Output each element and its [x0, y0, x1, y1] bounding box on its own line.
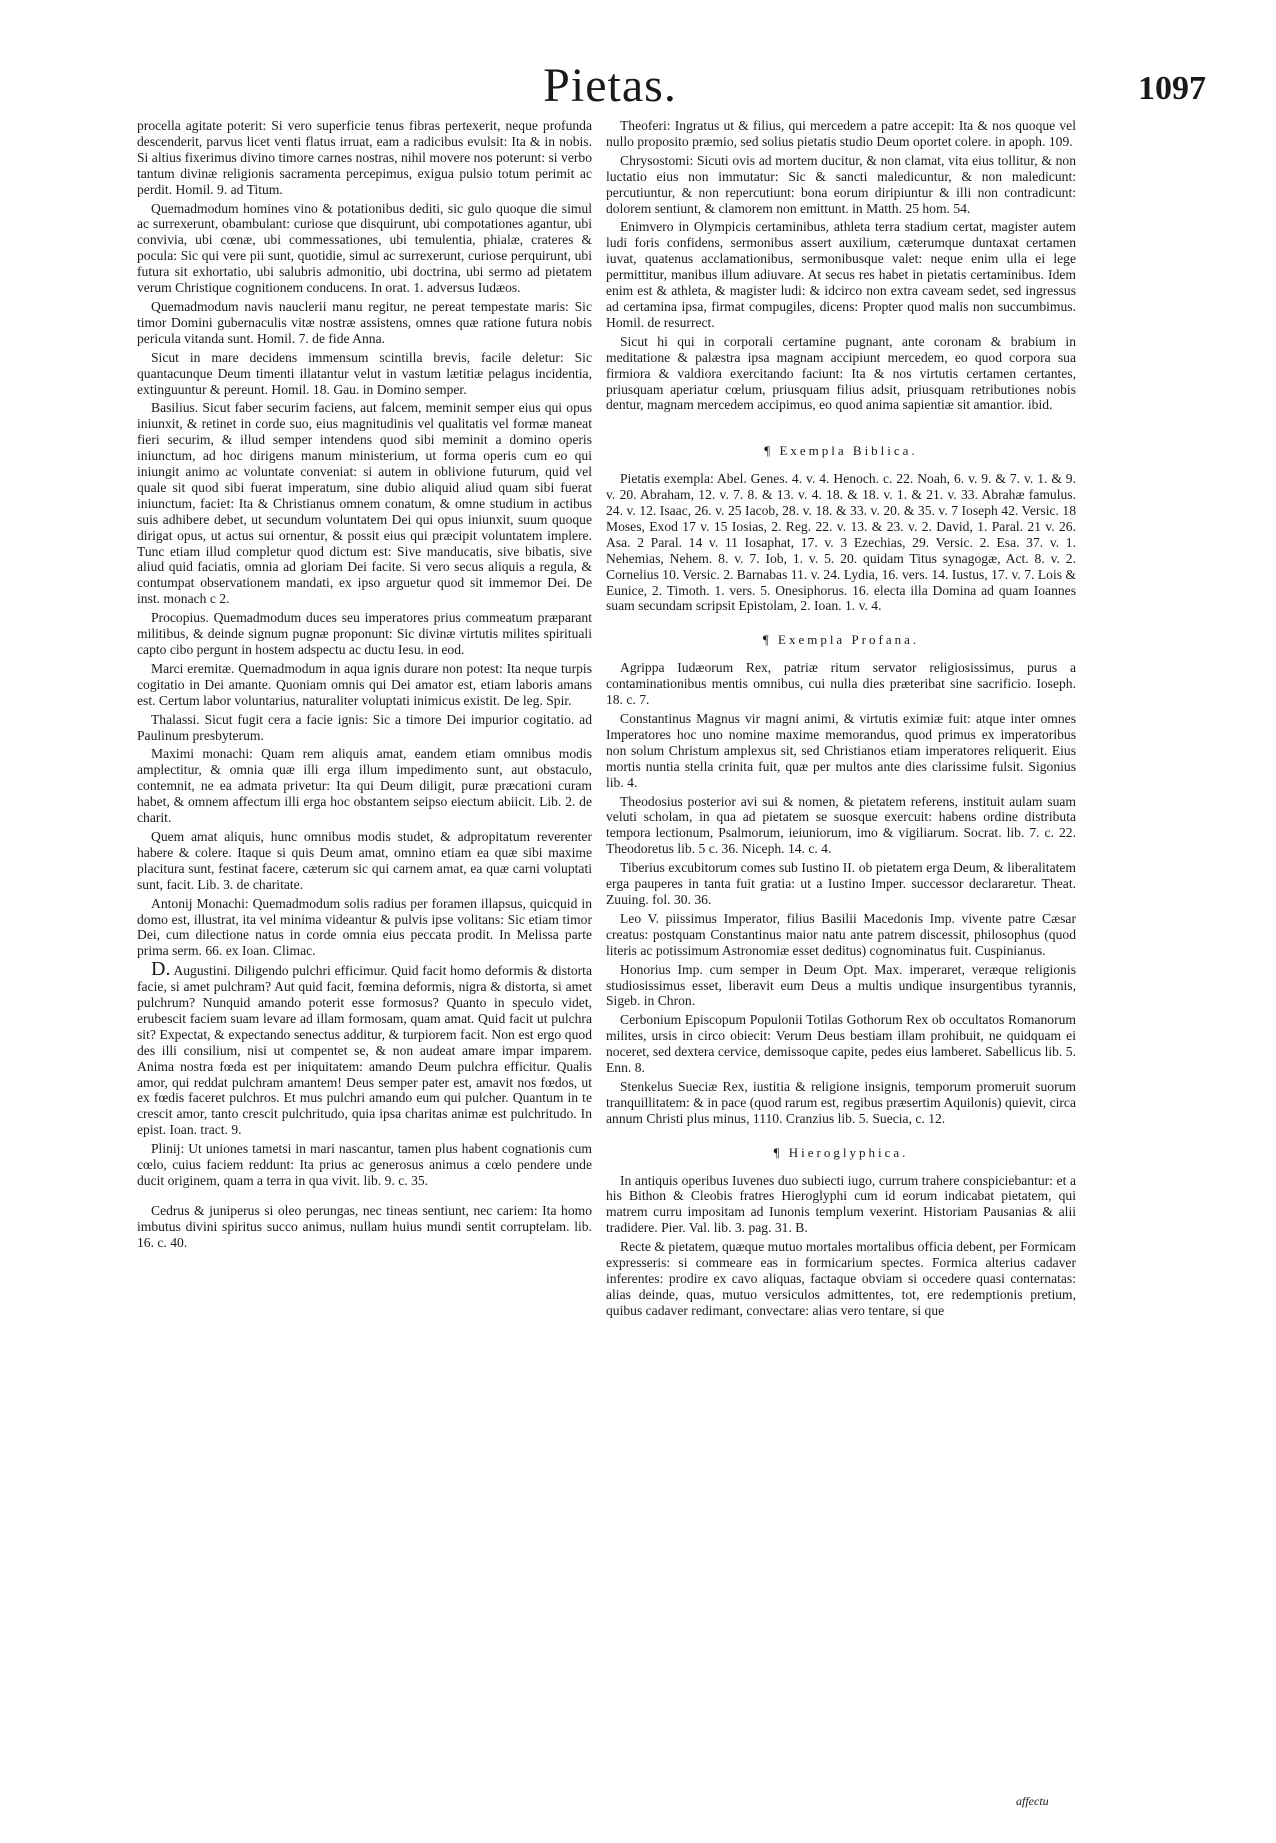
left-paragraph: Plinij: Ut uniones tametsi in mari nascantur, tamen plus habent cognationis cum cœlo, cuius faciem reddunt: Ita prius ac generosus animus a cœlo pendere unde ducit originem, quam a terra in qua vivit. lib. 9. c. 35. [137, 1141, 592, 1188]
profana-entry: Theodosius posterior avi sui & nomen, & pietatem referens, instituit aulam suam veluti scholam, in qua ad pietatem se suosque exercuit: habens ordine distributa tempora lectionum, Psalmorum, ieiuniorum, imo & vigiliarum. Socrat. lib. 7. c. 22. Theodoretus lib. 5 c. 36. Niceph. 14. c. 4. [606, 793, 1076, 857]
left-paragraph: Antonij Monachi: Quemadmodum solis radius per foramen illapsus, quicquid in domo est, illustrat, ita vel minima videantur & pulvis ipse volitans: Sic etiam timor Dei, cum dilectione natus in corde omnia eius peccata prodit. In Melissa parte prima serm. 66. ex Ioan. Climac. [137, 895, 592, 959]
profana-entry: Cerbonium Episcopum Populonii Totilas Gothorum Rex ob occultatos Romanorum milites, ursis in circo obiecit: Verum Deus bestiam illam prohibuit, ne quidquam ei noceret, sed dextera cervice, demissoque capite, pedes eius lamberet. Sabellicus lib. 5. Enn. 8. [606, 1012, 1076, 1076]
left-paragraph: Maximi monachi: Quam rem aliquis amat, eandem etiam omnibus modis amplectitur, & omnia quæ illi erga illum impedimento sunt, aut obstaculo, contemnit, ne ea admata privetur: Ita qui Deum diligit, puræ præcationi curam habet, & omnem affectum illi erga hoc obstantem seipso eiectum abiicit. Lib. 2. de charit. [137, 746, 592, 826]
section-heading-biblica: ¶ Exempla Biblica. [764, 443, 918, 459]
profana-entry: Leo V. piissimus Imperator, filius Basilii Macedonis Imp. vivente patre Cæsar creatus: postquam Constantinus maior natu ante patrem discessit, philosophus (quod literis ac potissimum Astronomiæ esset deditus) cognominatus fuit. Cuspinianus. [606, 910, 1076, 958]
left-paragraph: Cedrus & juniperus si oleo perungas, nec tineas sentiunt, nec cariem: Ita homo imbutus divini spiritus succo animus, nullam huius mundi sentit corruptelam. lib. 16. c. 40. [137, 1202, 592, 1250]
section-heading-profana: ¶ Exempla Profana. [762, 632, 920, 648]
left-paragraph: Marci eremitæ. Quemadmodum in aqua ignis durare non potest: Ita neque turpis cogitatio in Dei amante. Quoniam omnis qui Dei amator est, etiam laboris amans est. Certum labor voluntarius, naturaliter voluptati inimicus existit. De leg. Spir. [137, 660, 592, 708]
right-column [606, 118, 1076, 1322]
right-paragraph: Theoferi: Ingratus ut & filius, qui mercedem a patre accepit: Ita & nos quoque vel nullo proposito præmio, sed solius pietatis studio Deum oportet colere. in apoph. 109. [606, 118, 1076, 149]
left-paragraph: D. Augustini. Diligendo pulchri efficimur. Quid facit homo deformis & distorta facie, si amet pulchram? Aut quid facit, fœmina deformis, nigra & distorta, si amet pulchrum? Nunquid amando poterit esse formosus? Quanto in speculo videt, erubescit faciem suam levare ad illam formosam, quam amat. Quid facit ut pulchra sit? Expectat, & expectando senectus additur, & turpiorem facit. Non est ergo quod des illi consilium, nisi ut compentet se, & non audeat amare impar imparem. Anima nostra fœda est per iniquitatem: amando Deum pulchra efficitur. Qualis amor, qui reddat pulchram amantem! Deus semper pater est, amavit nos fœdos, ut ex fœdis faceret pulchros. Et mus pulchri amando eum qui pulcher. Quantum in te crescit amor, tanto crescit pulchritudo, quia ipsa charitas animæ est pulchritudo. In epist. Ioan. tract. 9. [137, 958, 592, 1138]
profana-entry: Stenkelus Sueciæ Rex, iustitia & religione insignis, temporum promeruit suorum tranquillitatem: & in pace (quod rarum est, regibus præsertim Aquilonis) quievit, circa annum Christi plus minus, 1110. Cranzius lib. 5. Suecia, c. 12. [606, 1078, 1076, 1126]
left-paragraph: Procopius. Quemadmodum duces seu imperatores prius commeatum præparant militibus, & deinde signum pugnæ proponunt: Sic divinæ virtutis milites spirituali capto cibo pergunt in hostem adspectu ac ductu Iesu. in eod. [137, 610, 592, 657]
left-paragraph: Thalassi. Sicut fugit cera a facie ignis: Sic a timore Dei impurior cogitatio. ad Paulinum presbyterum. [137, 711, 592, 743]
right-paragraph: Enimvero in Olympicis certaminibus, athleta terra stadium certat, magister autem ludi foris confidens, sermonibus assert auxilium, cæterumque duntaxat certamen iuvat, quatenus acclamationibus, sermonibusque valet: neque enim ulla ei lege permittitur, manibus illum adiuvare. At secus res habet in pietatis certaminibus. Idem enim est & athleta, & magister ludi: & idcirco non extra caveam sedet, sed ingressus ad certamina ipsa, firmat compugiles, dicens: Propter quod malis non succumbimus. Homil. de resurrect. [606, 219, 1076, 330]
left-paragraph: Quemadmodum navis nauclerii manu regitur, ne pereat tempestate maris: Sic timor Domini gubernaculis vitæ nostræ assistens, omnes quæ ratione futura nobis pericula vitanda sunt. Homil. 7. de fide Anna. [137, 298, 592, 346]
right-paragraph: Chrysostomi: Sicuti ovis ad mortem ducitur, & non clamat, vita eius tollitur, & non luctatio eius non immutatur: Sic & sancti maledicuntur, & non maledicunt: percutiuntur, & non repercutiunt: bona eorum diripiuntur & illi non contradicunt: dolorem sentiunt, & clamorem non emittunt. in Matth. 25 hom. 54. [606, 152, 1076, 216]
catchword: affectu [1016, 1794, 1049, 1808]
left-paragraph: Quem amat aliquis, hunc omnibus modis studet, & adpropitatum reverenter habere & colere. Itaque si quis Deum amat, omnino etiam ea quæ sibi maxime placitura sunt, festinat facere, cæterum sic qui carnem amat, ea quæ carni voluptati sunt, facit. Lib. 3. de charitate. [137, 828, 592, 892]
profana-entry: Honorius Imp. cum semper in Deum Opt. Max. imperaret, veræque religionis studiosissimus esset, liberavit eum Deus a multis undique insurgentibus tyrannis, Sigeb. in Chron. [606, 961, 1076, 1009]
page-number: 1097 [1138, 70, 1206, 107]
left-paragraph: Basilius. Sicut faber securim faciens, aut falcem, meminit semper eius qui opus iniunxit, & retinet in corde suo, eius magnitudinis vel qualitatis vel formæ maneat fieri securim, & illud semper intendens quod sibi meminit a domino operis iniunctum, ad hoc dirigens manum ministerium, ut forma operis cum eo qui iniungit animo ac voluntate conveniat: si autem in oblivione futurum, quid vel quale sit quod sibi fuerat imperatum, sine dubio aliquid aliud quam sibi fuerat iniunctum, faciet: Ita & Christianus omnem conatum, & omne studium in actibus suis adhibere debet, ut secundum voluntatem Dei qui opus iniunxit, suum quoque dirigat opus, ut actus sui ornentur, & possit eius qui præcipit voluntatem implere. Tunc etiam illud completur quod dictum est: Sive manducatis, sive bibatis, sive aliud quid faciatis, omnia ad gloriam Dei facite. Si vero secus aliquis a regula, & contumpat observationem mandati, ex ipso arguetur quod sit immemor Dei. De inst. monach c 2. [137, 400, 592, 607]
left-column [137, 118, 592, 1254]
profana-entry: Tiberius excubitorum comes sub Iustino II. ob pietatem erga Deum, & liberalitatem erga pauperes in tanta fuit gratia: ut a Iustino Imper. successor declararetur. Theat. Zuuing. fol. 30. 36. [606, 860, 1076, 907]
left-paragraph: procella agitate poterit: Si vero superficie tenus fibras pertexerit, neque profunda descenderit, parvus licet venti flatus irruat, eam a radicibus evulsit: Ita & in nobis. Si altius fixerimus divino timore carnes nostras, nihil movere nos poterunt: si verbo tantum divinæ religionis sacramenta percepimus, exigua pulsio totum perimit ac perdit. Homil. 9. ad Titum. [137, 118, 592, 197]
left-paragraph: Quemadmodum homines vino & potationibus dediti, sic gulo quoque die simul ac surrexerunt, obambulant: curiose que disquirunt, ubi compotationes agantur, ubi convivia, ubi cœnæ, ubi commessationes, ubi temulentia, phialæ, crateres & pocula: Sic qui vere pii sunt, quotidie, simul ac surrexerunt, curiose perquirunt, ubi futura sit exhortatio, ubi salubris admonitio, ubi doctrina, ubi sermo ad pietatem verum Christique cognitionem conducens. In orat. 1. adversus Iudæos. [137, 200, 592, 296]
section-heading-hieroglyphica: ¶ Hieroglyphica. [773, 1144, 909, 1160]
left-paragraph: Sicut in mare decidens immensum scintilla brevis, facile deletur: Sic quantacunque Deum timenti illatantur velut in vastum lætitiæ pelagus incidentia, extinguuntur & pereunt. Homil. 18. Gau. in Domino semper. [137, 349, 592, 397]
profana-entry: Agrippa Iudæorum Rex, patriæ ritum servator religiosissimus, purus a contaminationibus mentis omnibus, cui nulla dies præteribat sine sacrificio. Ioseph. 18. c. 7. [606, 660, 1076, 708]
hieroglyphica-entry: In antiquis operibus Iuvenes duo subiecti iugo, currum trahere conspiciebantur: et a his Bithon & Cleobis fratres Hieroglyphi cum id eorum indicabat pietatem, qui matrem curru impositam ad Iunonis templum vexerint. Historiam Pausanias & alii tradidere. Pier. Val. lib. 3. pag. 31. B. [606, 1172, 1076, 1236]
hieroglyphica-entry: Recte & pietatem, quæque mutuo mortales mortalibus officia debent, per Formicam expresseris: si commeare eas in formicarium spectes. Formica alterius cadaver inferentes: prodire ex cavo aliquas, factaque obviam si occedere quasi conternatas: alias deinde, quas, mutuo versiculos admittentes, tot, ere redemptionis pretium, quibus cadaver redimant, convectare: alias vero tentare, si que [606, 1239, 1076, 1318]
biblica-paragraph: Pietatis exempla: Abel. Genes. 4. v. 4. Henoch. c. 22. Noah, 6. v. 9. & 7. v. 1. & 9. v. 20. Abraham, 12. v. 7. 8. & 13. v. 4. 18. & 18. v. 1. & 21. v. 33. Abrahæ famulus. 24. v. 12. Isaac, 26. v. 25 Iacob, 28. v. 18. & 33. v. 20. & 35. v. 7 Ioseph 42. Versic. 18 Moses, Exod 17 v. 15 Iosias, 2. Reg. 22. v. 13. & 23. v. 2. David, 1. Paral. 21 v. 26. Asa. 2 Paral. 14 v. 11 Iosaphat, 17. v. 3 Ezechias, 29. Versic. 2. Esa. 37. v. 1. Nehemias, Nehem. 8. v. 7. Iob, 1. v. 5. 20. quidam Titus synagogæ, Act. 8. v. 2. Cornelius 10. Versic. 2. Barnabas 11. v. 24. Lydia, 16. vers. 14. Iustus, 17. v. 7. Lois & Eunice, 2. Timoth. 1. vers. 5. Onesiphorus. 16. electa illa Domina ad quam Ioannes suam secundam scripsit Epistolam, 2. Ioan. 1. v. 4. [606, 471, 1076, 614]
page-title: Pietas. [543, 59, 677, 112]
profana-entry: Constantinus Magnus vir magni animi, & virtutis eximiæ fuit: atque inter omnes Imperatores hoc uno nomine maxime memorandus, quod primus ex imperatoribus non solum Christum amplexus sit, sed Christianos etiam imperatores reliquerit. Eius mortis nuntia stella crinita fuit, quæ per multos ante dies clarissime fulsit. Sigonius lib. 4. [606, 711, 1076, 790]
right-paragraph: Sicut hi qui in corporali certamine pugnant, ante coronam & brabium in meditatione & palæstra ipsa magnam accipiunt mercedem, eo quod corpora sua firmiora & valdiora exercitando faciunt: Ita & nos virtutis certamen certantes, priusquam aperiatur cœlum, priusquam filius adsit, priusquam retributiones nobis dentur, magnam mercedem accipimus, eo quod anima sapientiæ sit amantior. ibid. [606, 333, 1076, 413]
